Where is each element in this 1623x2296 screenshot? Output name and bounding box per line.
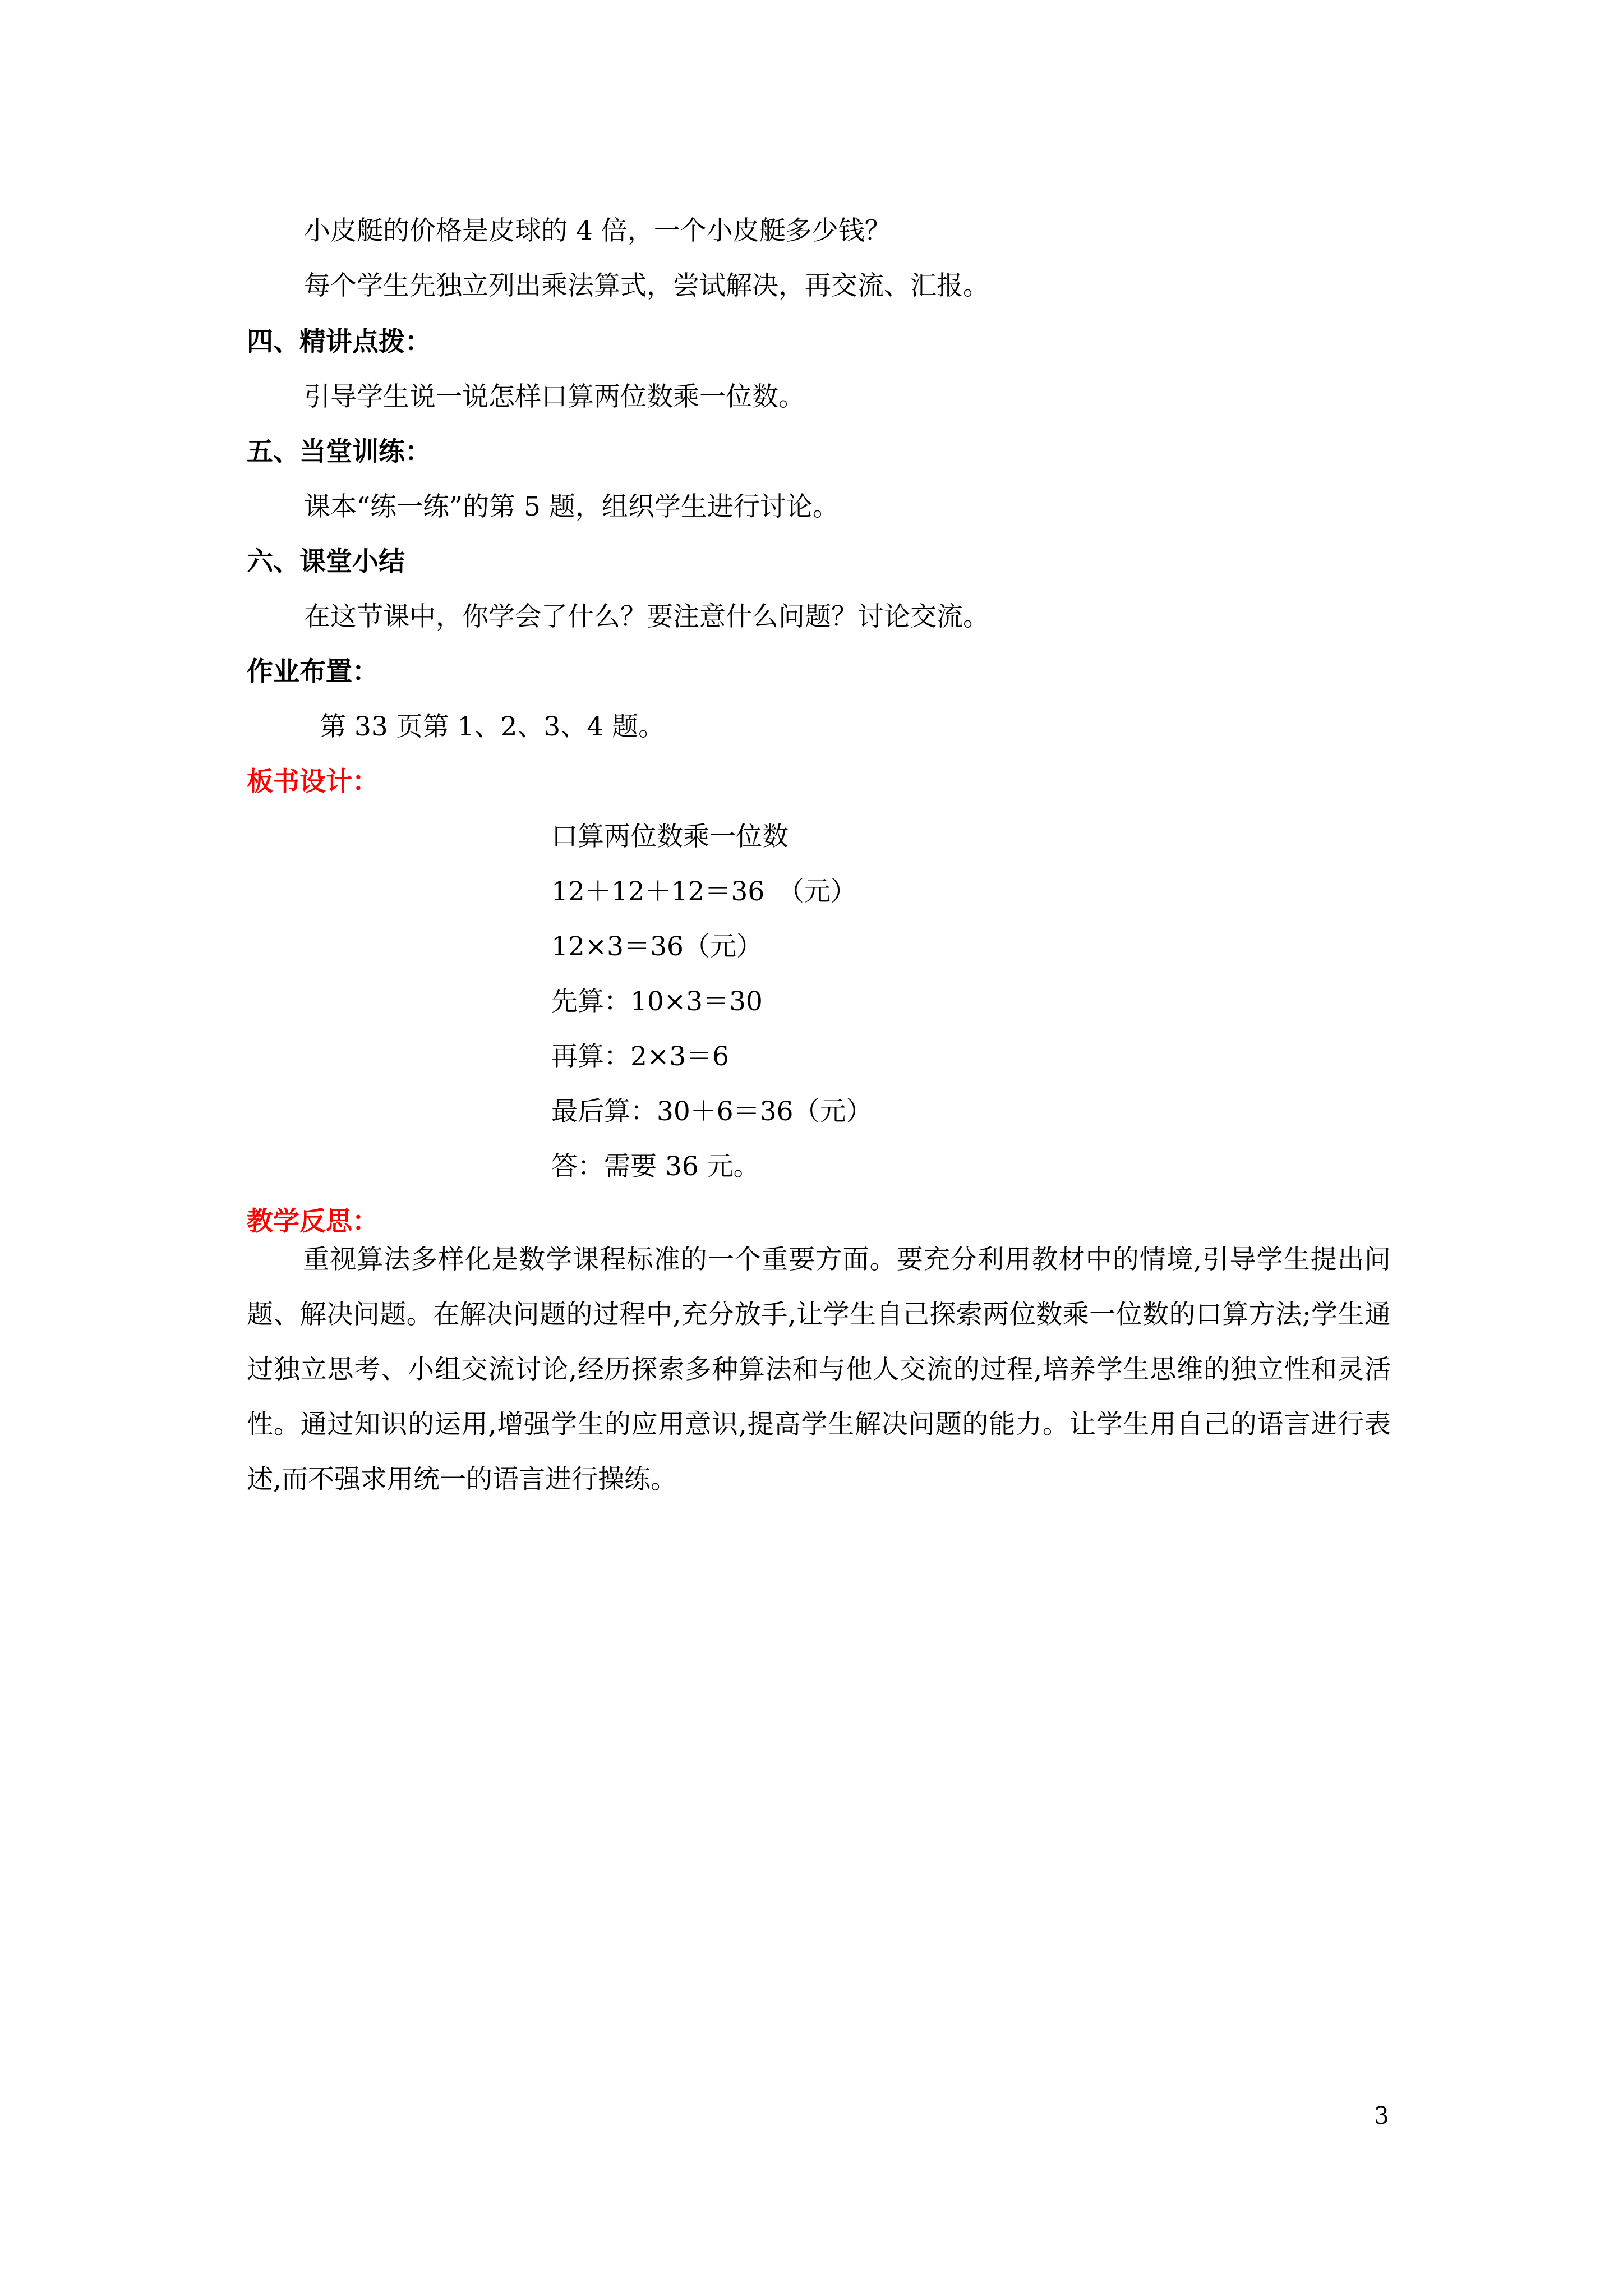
board-line-answer: 答：需要 36 元。 [551,1151,760,1182]
reflection-paragraph: 重视算法多样化是数学课程标准的一个重要方面。要充分利用教材中的情境,引导学生提出问题、解决问题。在解决问题的过程中,充分放手,让学生自己探索两位数乘一位数的口算方法;学生通过独立思考、小组交流讨论,经历探索多种算法和与他人交流的过程,培养学生思维的独立性和灵活性。通过知识的运用,增强学生的应用意识,提高学生解决问题的能力。让学生用自己的语言进行表述,而不强求用统一的语言进行操练。 [247,1244,1391,1495]
board-line-step-1: 先算：10×3＝30 [551,986,763,1017]
board-line-title: 口算两位数乘一位数 [551,821,789,852]
intro-line-1: 小皮艇的价格是皮球的 4 倍，一个小皮艇多少钱？ [304,215,891,246]
homework-text: 第 33 页第 1、2、3、4 题。 [320,711,665,742]
section-heading-6: 六、课堂小结 [247,546,405,577]
board-line-step-2: 再算：2×3＝6 [551,1041,730,1072]
section-text-5: 课本“练一练”的第 5 题，组织学生进行讨论。 [304,491,839,522]
section-text-4: 引导学生说一说怎样口算两位数乘一位数。 [304,381,805,412]
board-line-addition: 12＋12＋12＝36 （元） [551,876,857,907]
homework-heading: 作业布置： [247,656,379,687]
reflection-heading: 教学反思： [247,1206,379,1237]
board-line-multiplication: 12×3＝36（元） [551,931,763,962]
board-line-step-3: 最后算：30＋6＝36（元） [551,1096,873,1127]
section-text-6: 在这节课中，你学会了什么？要注意什么问题？讨论交流。 [304,601,989,632]
page-number: 3 [1374,2102,1389,2129]
section-heading-4: 四、精讲点拨： [247,326,431,357]
intro-line-2: 每个学生先独立列出乘法算式，尝试解决，再交流、汇报。 [304,270,989,301]
section-heading-5: 五、当堂训练： [247,436,431,467]
board-design-heading: 板书设计： [247,766,379,797]
